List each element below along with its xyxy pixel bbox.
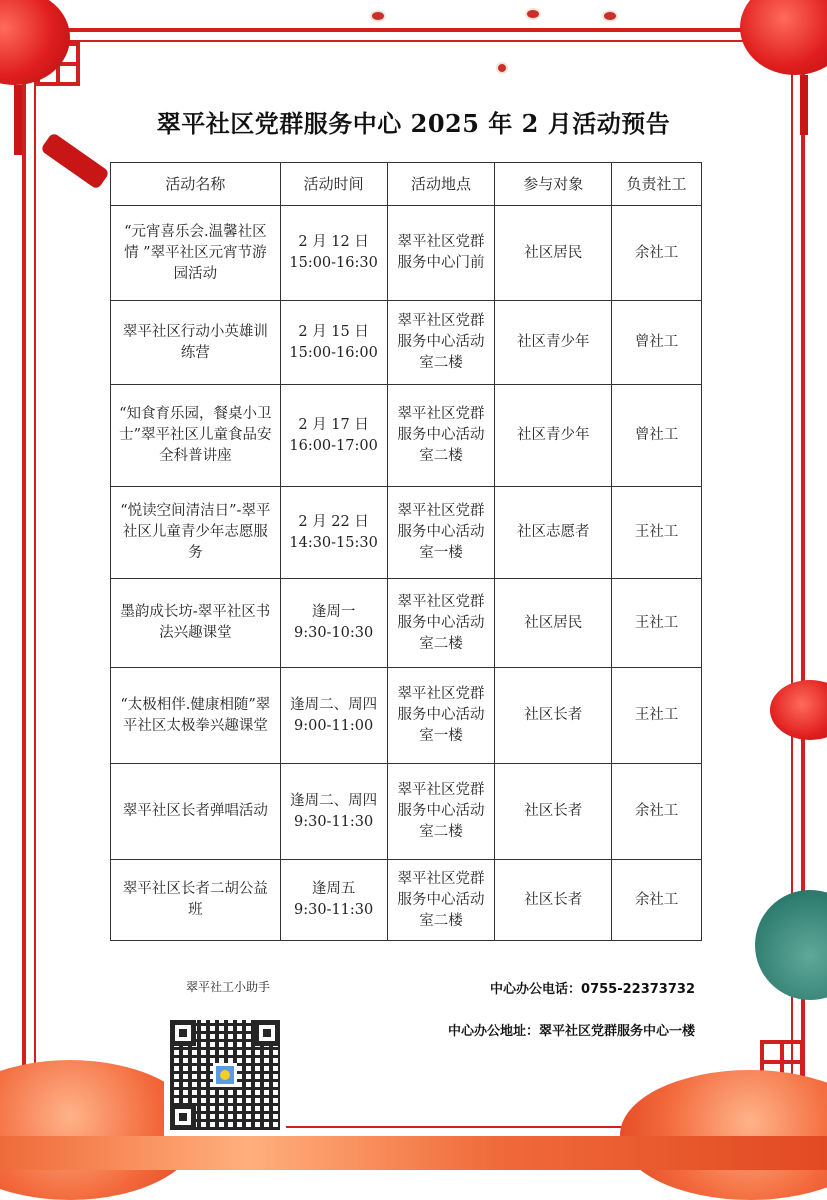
activity-audience: 社区长者 bbox=[495, 860, 612, 941]
table-row bbox=[111, 668, 702, 764]
activity-time bbox=[280, 206, 387, 301]
activity-date: 2 月 15 日 bbox=[298, 323, 369, 340]
activity-date: 逢周二、周四 bbox=[290, 696, 378, 713]
activity-time bbox=[280, 385, 387, 487]
table-row bbox=[111, 206, 702, 301]
seed-decoration bbox=[602, 10, 618, 22]
activity-worker: 曾社工 bbox=[612, 301, 702, 385]
activity-date: 逢周五 bbox=[311, 881, 356, 897]
activity-date: 逢周一 bbox=[311, 604, 356, 620]
activity-schedule-table bbox=[110, 162, 702, 941]
activity-audience: 社区长者 bbox=[495, 764, 612, 860]
activity-location: 翠平社区党群服务中心活动室二楼 bbox=[387, 385, 495, 487]
activity-audience: 社区居民 bbox=[495, 206, 612, 301]
table-row bbox=[111, 764, 702, 860]
activity-audience: 社区青少年 bbox=[495, 301, 612, 385]
activity-name: 翠平社区长者二胡公益班 bbox=[111, 860, 281, 941]
column-header: 活动时间 bbox=[280, 163, 387, 206]
table-row bbox=[111, 579, 702, 668]
page-title: 翠平社区党群服务中心 2025 年 2 月活动预告 bbox=[156, 109, 671, 138]
activity-worker: 王社工 bbox=[612, 579, 702, 668]
column-header: 参与对象 bbox=[495, 163, 612, 206]
qr-finder-bottom-left bbox=[170, 1104, 196, 1130]
table-row bbox=[111, 487, 702, 579]
sunflower-logo-icon bbox=[213, 1063, 237, 1087]
activity-hours: 9:00-11:00 bbox=[294, 717, 374, 734]
qr-code-label: 翠平社工小助手 bbox=[186, 980, 271, 994]
activity-name: “悦读空间清洁日”-翠平社区儿童青少年志愿服务 bbox=[111, 487, 281, 579]
activity-location: 翠平社区党群服务中心活动室二楼 bbox=[387, 860, 495, 941]
activity-date: 2 月 17 日 bbox=[298, 416, 369, 433]
activity-worker: 余社工 bbox=[612, 206, 702, 301]
qr-code-icon[interactable] bbox=[164, 1014, 286, 1136]
seed-decoration bbox=[525, 8, 541, 20]
activity-location: 翠平社区党群服务中心门前 bbox=[387, 206, 495, 301]
bottom-band-decoration bbox=[0, 1136, 827, 1170]
activity-hours: 16:00-17:00 bbox=[289, 437, 378, 454]
activity-name: 墨韵成长坊-翠平社区书法兴趣课堂 bbox=[111, 579, 281, 668]
table-row bbox=[111, 385, 702, 487]
activity-worker: 曾社工 bbox=[612, 385, 702, 487]
activity-hours: 15:00-16:00 bbox=[289, 344, 378, 361]
office-address: 中心办公地址：翠平社区党群服务中心一楼 bbox=[447, 1024, 695, 1039]
activity-name: “元宵喜乐会.温馨社区情 ”翠平社区元宵节游园活动 bbox=[111, 206, 281, 301]
office-phone: 中心办公电话：0755-22373732 bbox=[490, 982, 695, 997]
activity-audience: 社区青少年 bbox=[495, 385, 612, 487]
activity-time bbox=[280, 579, 387, 668]
activity-date: 2 月 12 日 bbox=[298, 234, 369, 250]
activity-date: 2 月 22 日 bbox=[298, 513, 369, 530]
activity-name: “知食育乐园，餐桌小卫士”翠平社区儿童食品安全科普讲座 bbox=[111, 385, 281, 487]
column-header: 活动地点 bbox=[387, 163, 495, 206]
activity-time bbox=[280, 764, 387, 860]
activity-audience: 社区志愿者 bbox=[495, 487, 612, 579]
activity-name: 翠平社区行动小英雄训练营 bbox=[111, 301, 281, 385]
activity-name: 翠平社区长者弹唱活动 bbox=[111, 764, 281, 860]
activity-date: 逢周二、周四 bbox=[290, 792, 378, 809]
activity-hours: 9:30-11:30 bbox=[294, 813, 374, 830]
activity-time bbox=[280, 301, 387, 385]
qr-finder-top-left bbox=[170, 1020, 196, 1046]
activity-worker: 王社工 bbox=[612, 668, 702, 764]
table-row bbox=[111, 301, 702, 385]
activity-worker: 王社工 bbox=[612, 487, 702, 579]
column-header: 活动名称 bbox=[111, 163, 281, 206]
qr-finder-top-right bbox=[254, 1020, 280, 1046]
activity-location: 翠平社区党群服务中心活动室一楼 bbox=[387, 487, 495, 579]
activity-time bbox=[280, 860, 387, 941]
activity-name: “太极相伴.健康相随”翠平社区太极拳兴趣课堂 bbox=[111, 668, 281, 764]
activity-time bbox=[280, 668, 387, 764]
activity-location: 翠平社区党群服务中心活动室二楼 bbox=[387, 301, 495, 385]
activity-worker: 余社工 bbox=[612, 764, 702, 860]
seed-decoration bbox=[370, 10, 386, 22]
table-row bbox=[111, 860, 702, 941]
activity-worker: 余社工 bbox=[612, 860, 702, 941]
activity-location: 翠平社区党群服务中心活动室二楼 bbox=[387, 579, 495, 668]
activity-hours: 9:30-11:30 bbox=[294, 902, 374, 918]
activity-audience: 社区长者 bbox=[495, 668, 612, 764]
seed-decoration bbox=[496, 62, 508, 74]
activity-location: 翠平社区党群服务中心活动室二楼 bbox=[387, 764, 495, 860]
activity-time bbox=[280, 487, 387, 579]
activity-audience: 社区居民 bbox=[495, 579, 612, 668]
qr-code-pattern bbox=[170, 1020, 280, 1130]
activity-location: 翠平社区党群服务中心活动室一楼 bbox=[387, 668, 495, 764]
activity-hours: 15:00-16:30 bbox=[289, 255, 378, 271]
activity-hours: 9:30-10:30 bbox=[294, 625, 374, 641]
activity-hours: 14:30-15:30 bbox=[289, 534, 378, 551]
column-header: 负责社工 bbox=[612, 163, 702, 206]
table-header-row bbox=[111, 163, 702, 206]
